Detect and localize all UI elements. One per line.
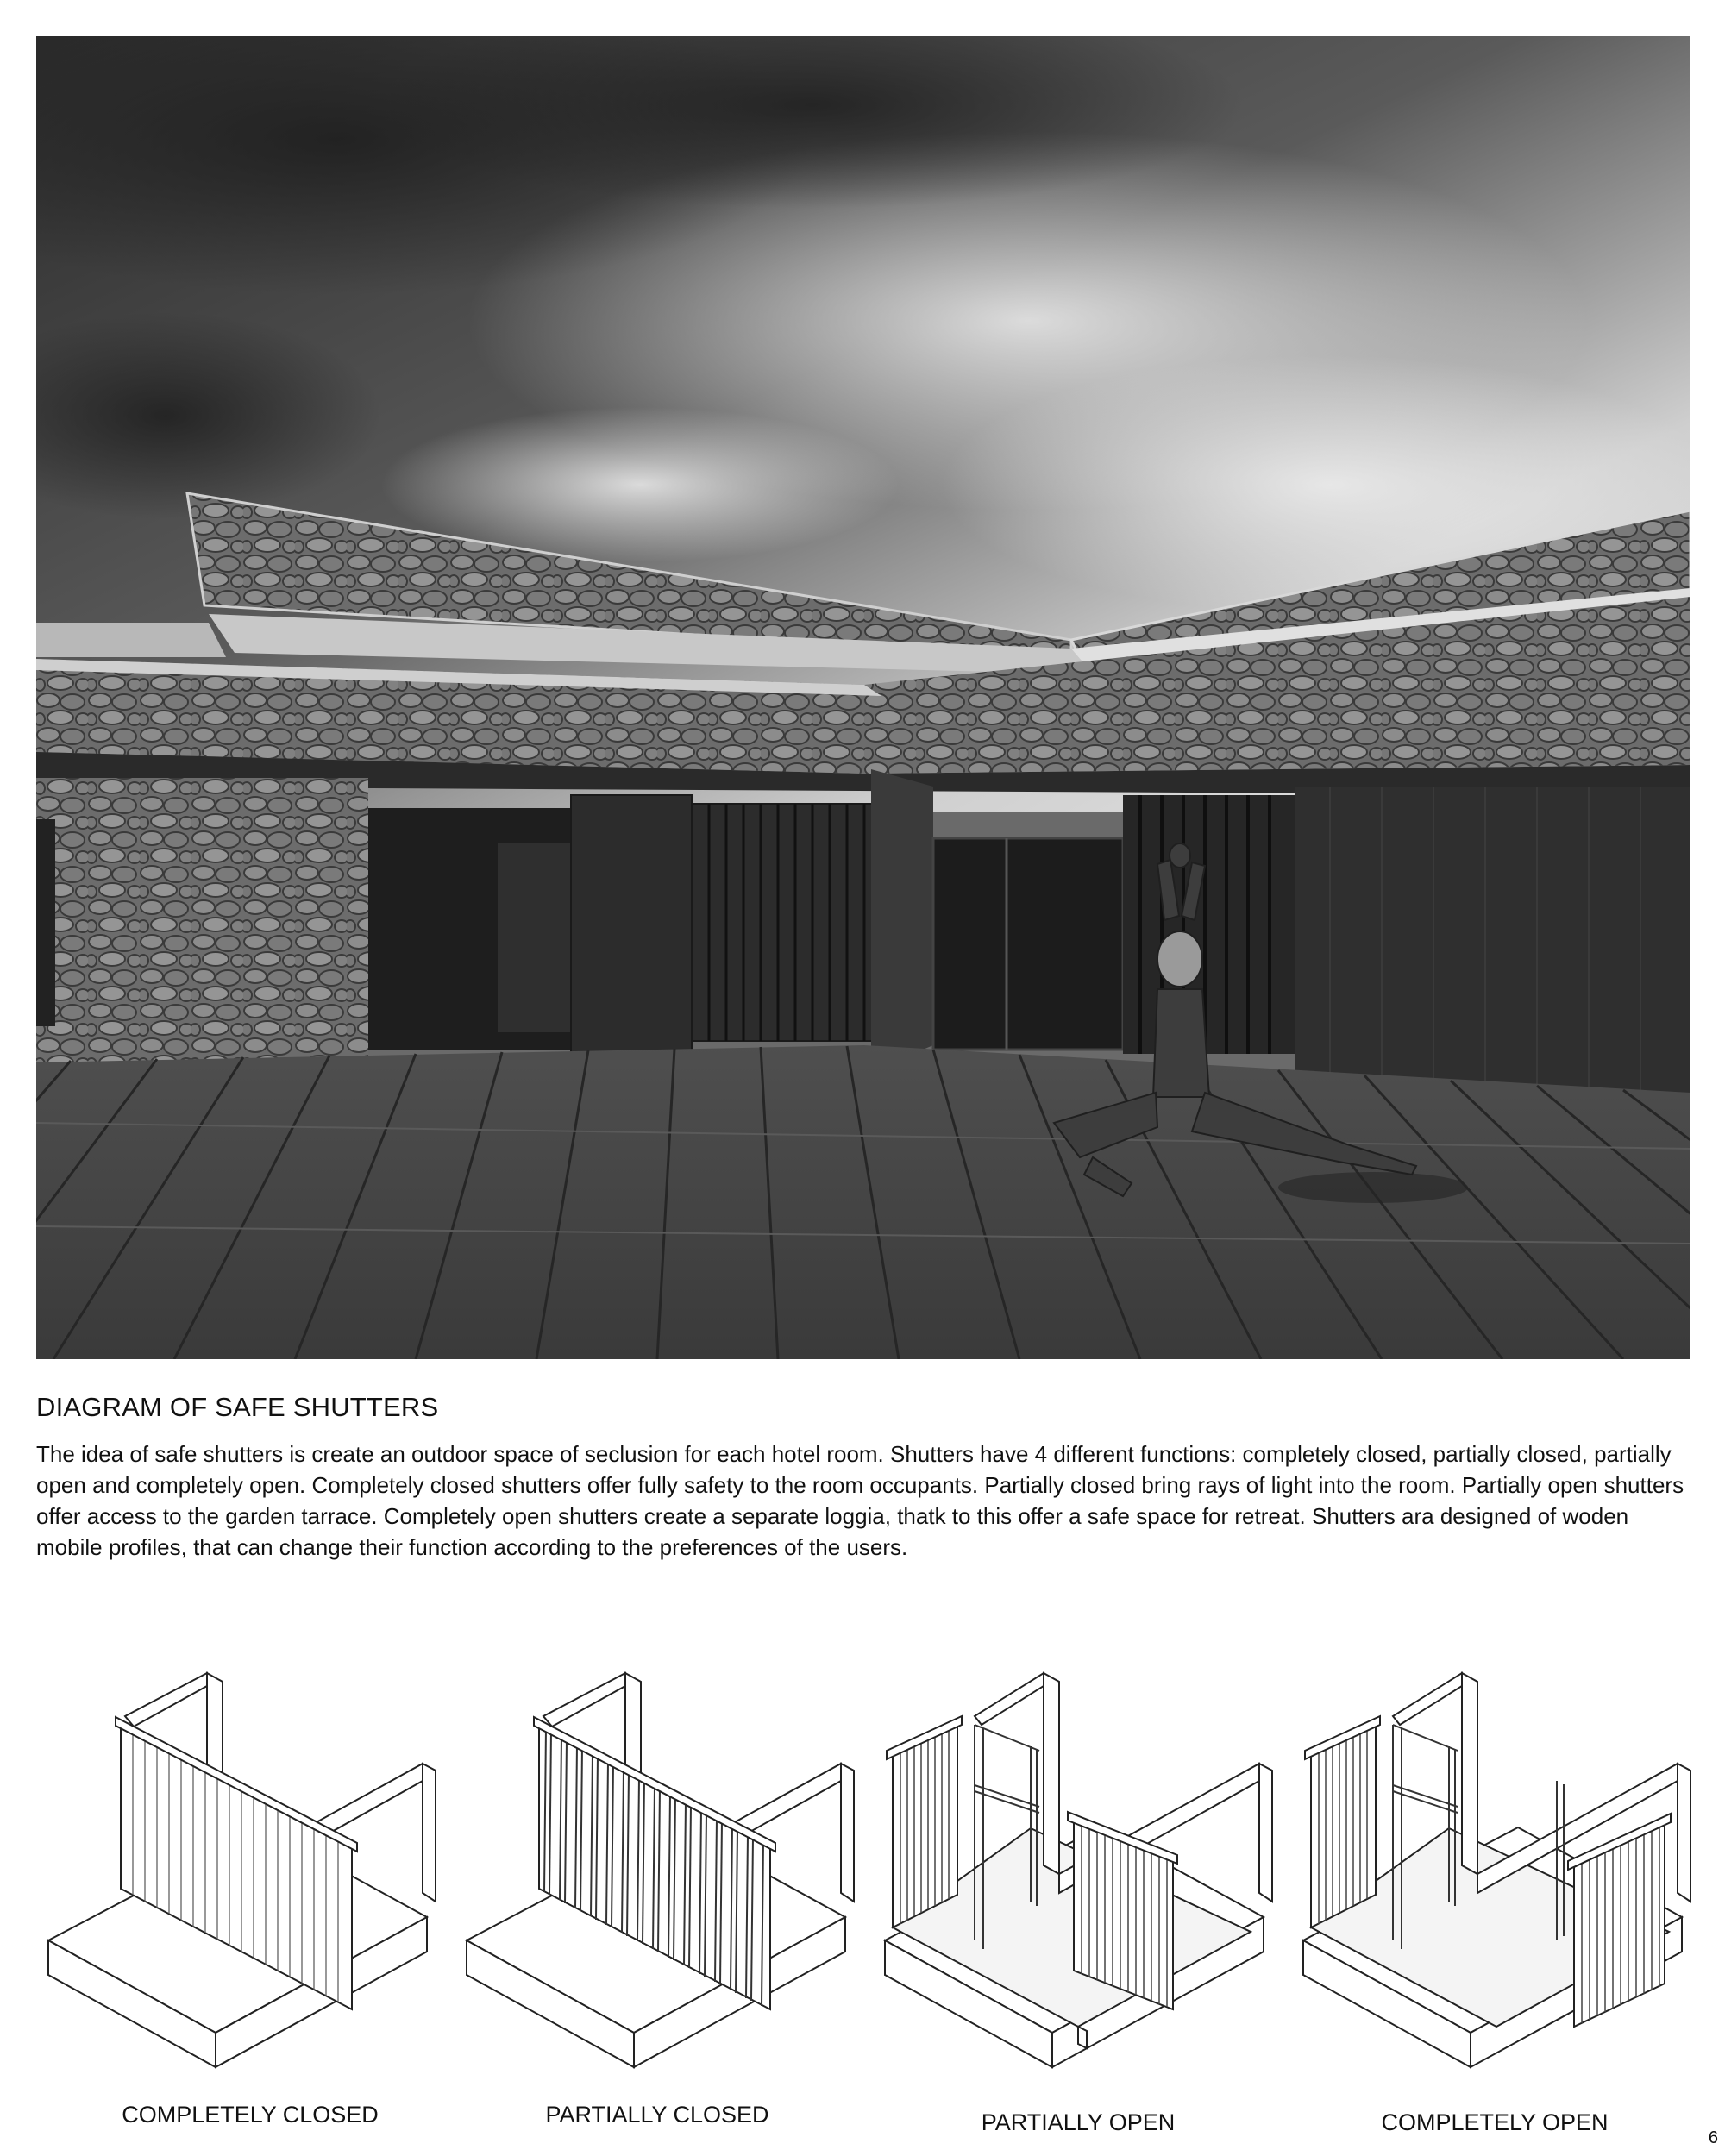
diagram-partially-closed <box>461 1643 875 2074</box>
description-paragraph: The idea of safe shutters is create an outdoor space of seclusion for each hotel room. Shutters have 4 different functions: completely closed, partially closed, partially open and completely open. Completely closed shutters offer fully safety to the room occupants. Partially closed bring rays of light into the room. Partially open shutters offer access to the garden tarrace. Completely open shutters create a separate loggia, thatk to this offer a safe space for retreat. Shutters ara designed of woden mobile profiles, that can change their function according to the preferences of the users. <box>36 1441 1684 1560</box>
caption-completely-closed: COMPLETELY CLOSED <box>122 2102 379 2128</box>
section-heading: DIAGRAM OF SAFE SHUTTERS <box>36 1392 439 1422</box>
caption-partially-closed: PARTIALLY CLOSED <box>545 2102 769 2128</box>
diagram-completely-closed <box>43 1643 457 2074</box>
page-number: 6 <box>1708 2128 1718 2147</box>
render-illustration <box>36 36 1690 1359</box>
diagram-completely-open <box>1298 1643 1712 2074</box>
caption-partially-open: PARTIALLY OPEN <box>981 2109 1176 2135</box>
architectural-render-image <box>36 36 1690 1359</box>
diagram-partially-open <box>880 1643 1294 2074</box>
caption-completely-open: COMPLETELY OPEN <box>1381 2109 1609 2135</box>
